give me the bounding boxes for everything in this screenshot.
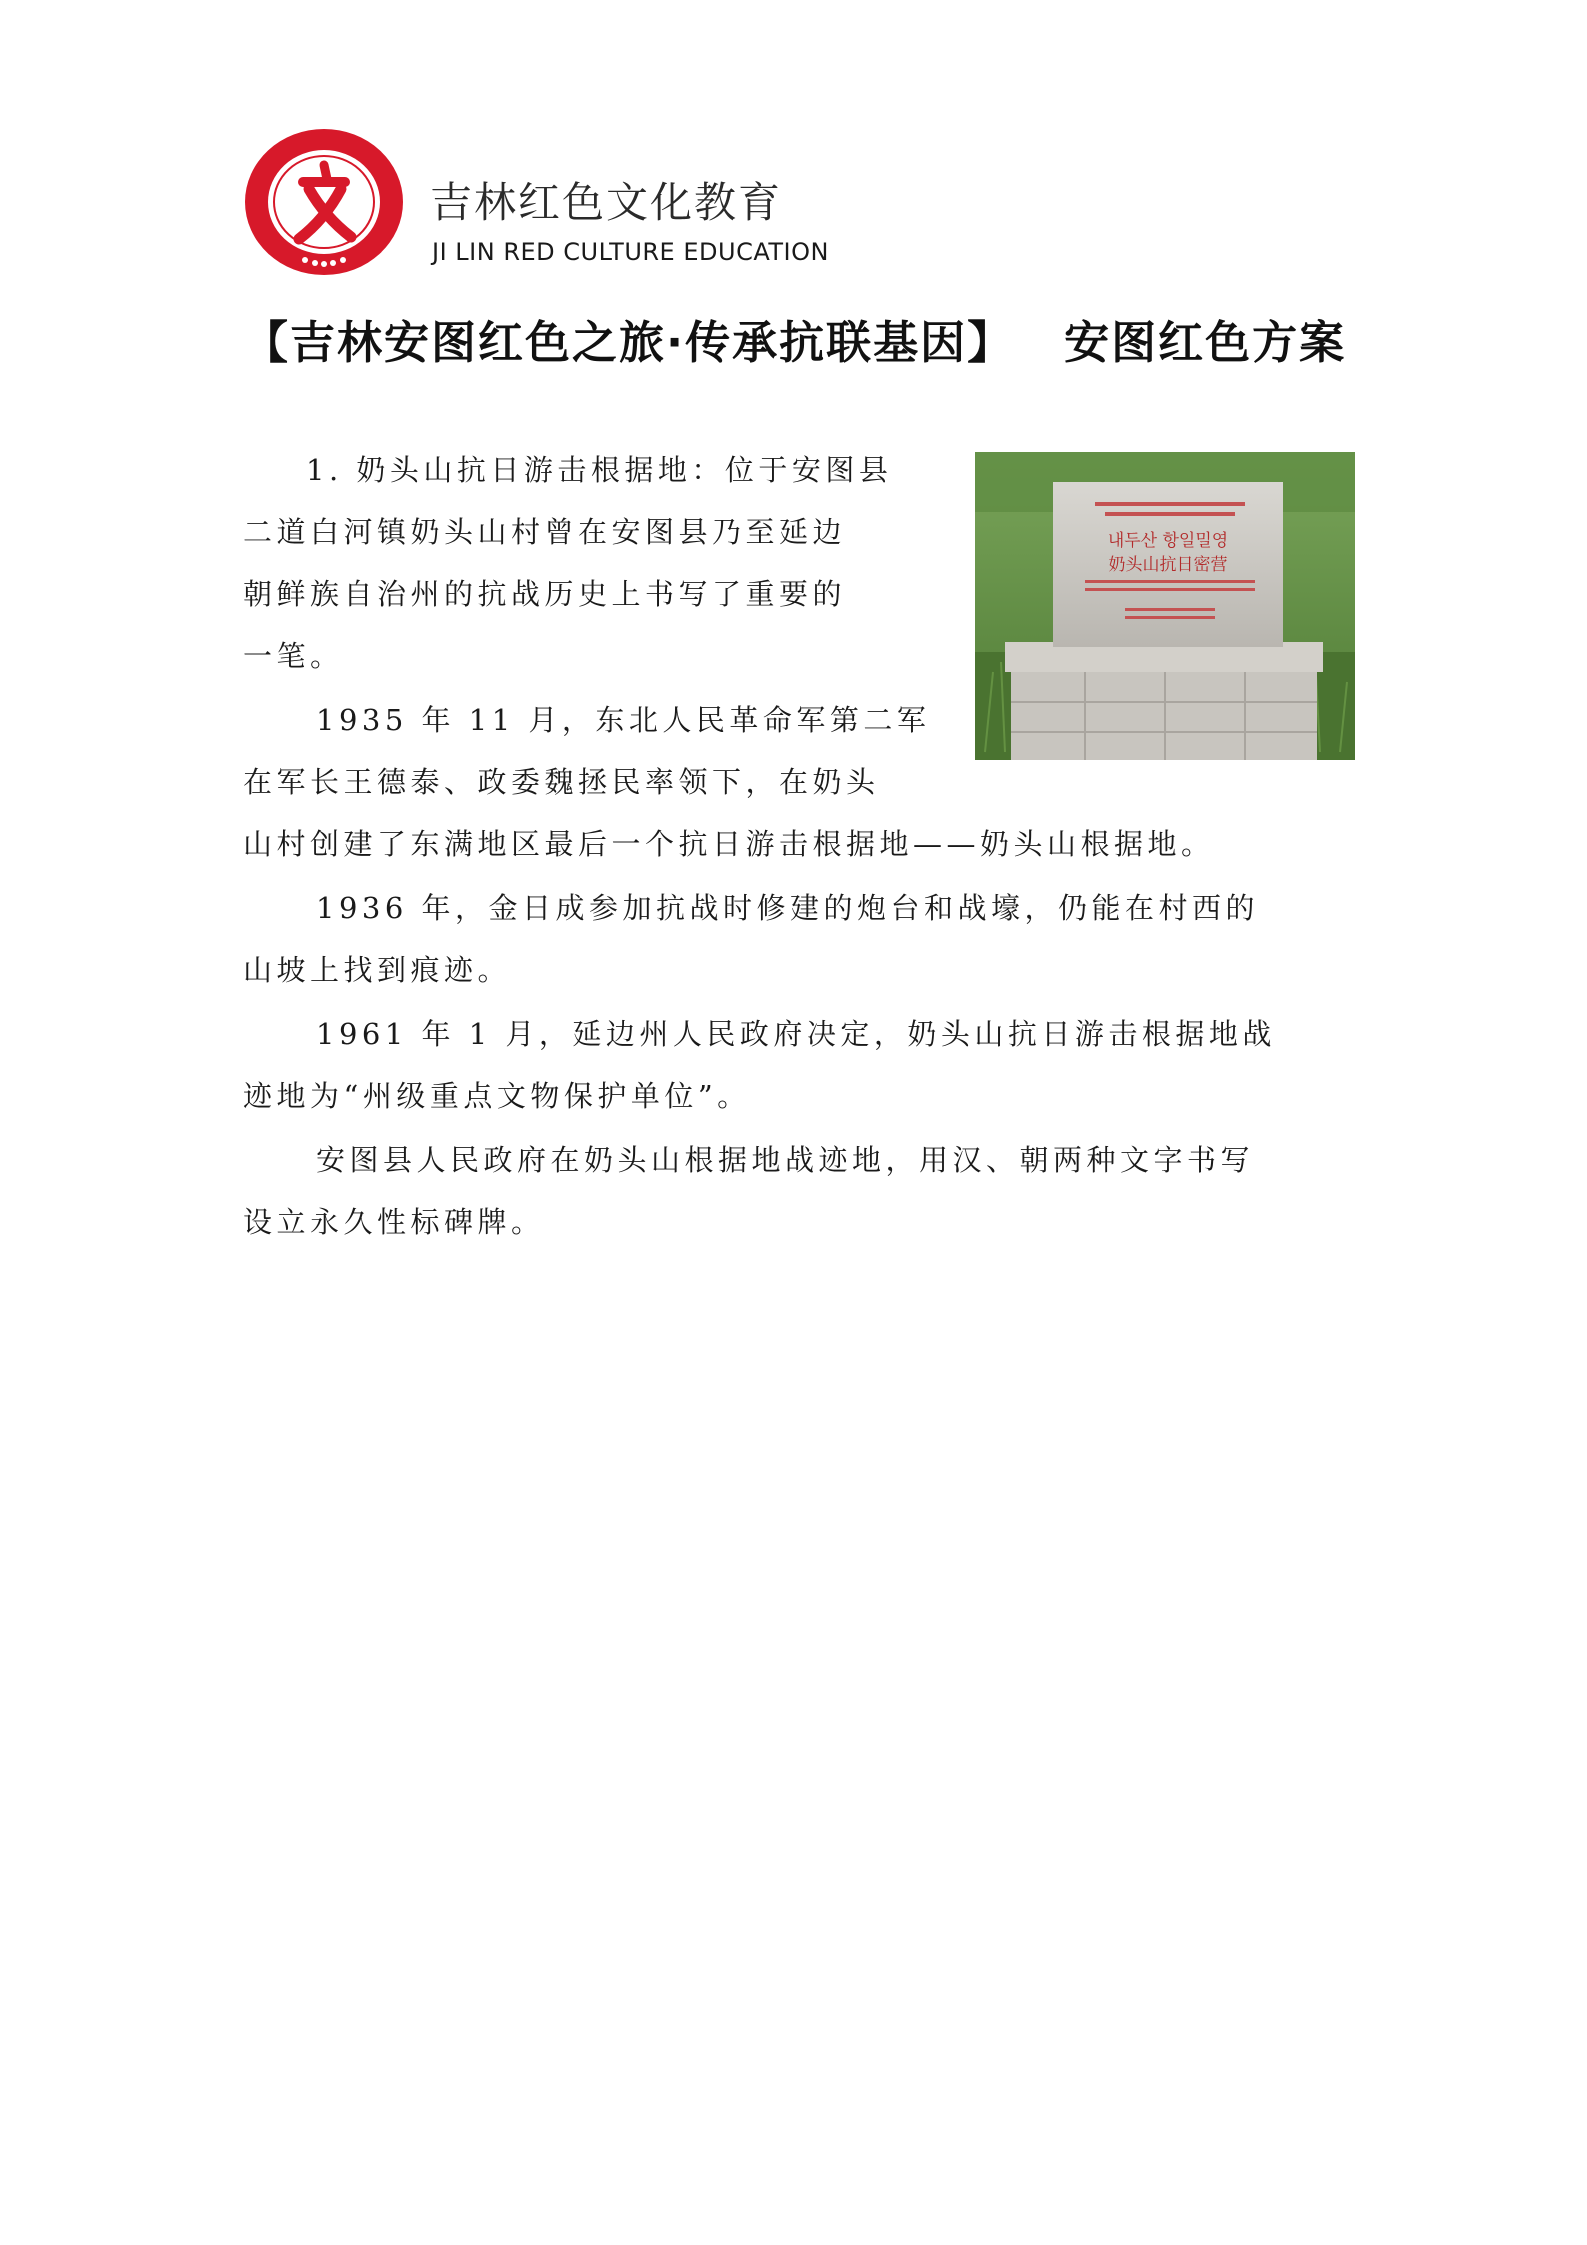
paragraph-line: 1936 年，金日成参加抗战时修建的炮台和战壕，仍能在村西的 xyxy=(316,891,1260,925)
paragraph-line: 山坡上找到痕迹。 xyxy=(243,953,512,987)
paragraph-line: 设立永久性标碑牌。 xyxy=(243,1205,545,1239)
paragraph-line: 朝鲜族自治州的抗战历史上书写了重要的 xyxy=(243,577,847,611)
logo xyxy=(243,127,405,277)
memorial-stone-photo xyxy=(975,452,1355,760)
paragraph-line: 安图县人民政府在奶头山根据地战迹地，用汉、朝两种文字书写 xyxy=(316,1143,1255,1177)
title-sub: 安图红色方案 xyxy=(1064,316,1347,369)
paragraph-line: 二道白河镇奶头山村曾在安图县乃至延边 xyxy=(243,515,847,549)
paragraph-line: 1961 年 1 月，延边州人民政府决定，奶头山抗日游击根据地战 xyxy=(316,1017,1276,1051)
photo-caption-korean: 내두산 항일밀영 xyxy=(1107,531,1229,551)
photo-caption-chinese: 奶头山抗日密营 xyxy=(1108,555,1228,575)
paragraph-line: 山村创建了东满地区最后一个抗日游击根据地——奶头山根据地。 xyxy=(243,827,1215,861)
paragraph-line: 一笔。 xyxy=(243,639,344,673)
logo-seal-icon xyxy=(243,127,405,277)
paragraph-line: 在军长王德泰、政委魏拯民率领下，在奶头 xyxy=(243,765,880,799)
brand-title: 吉林红色文化教育 xyxy=(430,178,783,227)
title-main: 【吉林安图红色之旅·传承抗联基因】 xyxy=(243,316,1015,369)
paragraph-line: 1. 奶头山抗日游击根据地：位于安图县 xyxy=(306,453,893,487)
paragraph-line: 迹地为“州级重点文物保护单位”。 xyxy=(243,1079,751,1113)
brand-subtitle: JI LIN RED CULTURE EDUCATION xyxy=(432,238,829,266)
paragraph-line: 1935 年 11 月，东北人民革命军第二军 xyxy=(316,703,931,737)
document-title xyxy=(243,306,1346,371)
